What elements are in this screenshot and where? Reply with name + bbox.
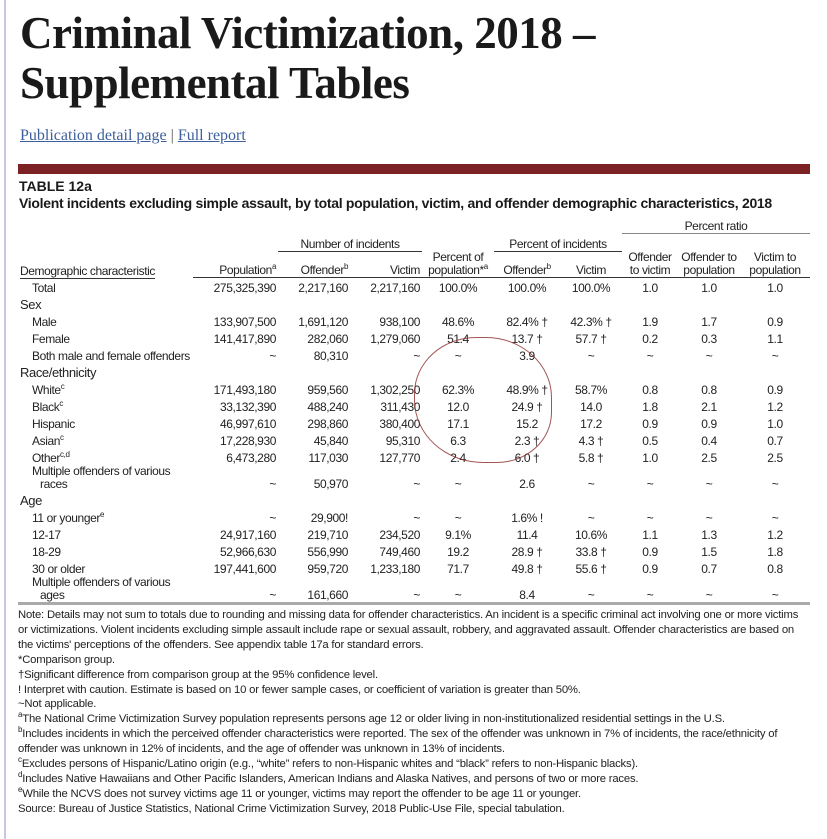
table-cell: 0.7 xyxy=(767,434,783,448)
table-cell: 11.4 xyxy=(516,528,538,542)
footnote-ref: c,d xyxy=(60,450,70,459)
table-cell: ~ xyxy=(705,477,713,491)
row-label: Black xyxy=(32,400,60,414)
table-cell: 1.2 xyxy=(767,400,783,414)
table-cell: 938,100 xyxy=(379,315,420,329)
header-pct-victim: Victim xyxy=(560,251,622,278)
note-text: While the NCVS does not survey victims age 11 or younger, victims may report the offender to be age 11 or younger. xyxy=(22,787,581,800)
row-label: Female xyxy=(32,332,70,346)
table-cell: 10.6% xyxy=(574,528,608,542)
footnote-ref: c xyxy=(59,399,63,408)
group-percent-incidents: Percent of incidents xyxy=(494,234,622,252)
table-cell: 219,710 xyxy=(307,528,348,542)
header-pct-offender: Offender xyxy=(503,263,547,277)
table-cell: 1.7 xyxy=(701,315,717,329)
group-percent-ratio: Percent ratio xyxy=(622,216,810,234)
table-cell: 749,460 xyxy=(379,545,420,559)
table-cell: 28.9 † xyxy=(511,545,543,559)
table-cell: 33.8 † xyxy=(575,545,607,559)
links-bar xyxy=(20,127,246,145)
table-row xyxy=(18,380,810,397)
table-cell: 29,900! xyxy=(310,511,348,525)
table-cell: 1.3 xyxy=(701,528,717,542)
row-label: White xyxy=(32,383,61,397)
table-cell: 17.2 xyxy=(580,417,602,431)
note-line xyxy=(18,653,810,668)
table-cell: 52,966,630 xyxy=(219,545,276,559)
table-cell: ~ xyxy=(269,349,276,363)
table-cell: 4.3 † xyxy=(578,434,604,448)
note-line xyxy=(18,757,810,772)
header-offender: Offender xyxy=(300,263,344,277)
table-cell: ~ xyxy=(705,511,713,525)
note-text: The National Crime Victimization Survey population represents persons age 12 or older living in non-institutionalized residential settings in the U.S. xyxy=(22,713,725,726)
table-cell: ~ xyxy=(413,477,420,491)
table-row xyxy=(18,346,810,363)
table-cell: ~ xyxy=(350,576,422,604)
table-cell: ~ xyxy=(705,349,713,363)
table-cell: 1,233,180 xyxy=(370,562,420,576)
table-cell: ~ xyxy=(454,511,462,525)
table-cell: 15.2 xyxy=(516,417,538,431)
table-cell: 197,441,600 xyxy=(213,562,276,576)
table-label: TABLE 12a xyxy=(19,178,92,194)
table-caption: Violent incidents excluding simple assault, by total population, victim, and offender demographic characteristics, 2018 xyxy=(19,195,772,211)
table-cell: 17,228,930 xyxy=(219,434,276,448)
table-cell: ~ xyxy=(422,576,494,604)
table-cell: ~ xyxy=(622,576,678,604)
header-population: Population xyxy=(219,263,272,277)
table-cell: ~ xyxy=(587,511,595,525)
table-cell: 0.9 xyxy=(767,383,783,397)
table-cell: 8.4 xyxy=(494,576,560,604)
header-demographic: Demographic characteristic xyxy=(20,263,155,278)
table-cell: 133,907,500 xyxy=(213,315,276,329)
table-cell: 82.4% † xyxy=(506,315,548,329)
table-cell: ~ xyxy=(771,511,779,525)
table-cell: 58.7% xyxy=(574,383,608,397)
row-label: 30 or older xyxy=(32,562,85,576)
section-header-row xyxy=(18,491,810,508)
note-line xyxy=(18,787,810,802)
table-cell: 0.9 xyxy=(642,417,658,431)
table-cell: 2.5 xyxy=(767,451,783,465)
table-cell: 71.7 xyxy=(447,562,469,576)
note-line xyxy=(18,712,810,727)
table-cell: 6.3 xyxy=(450,434,466,448)
table-cell: 2.6 xyxy=(519,477,535,491)
table-cell: 380,400 xyxy=(379,417,420,431)
footnote-ref: b xyxy=(343,262,348,271)
table-cell: 1.6% ! xyxy=(511,511,543,525)
table-cell: 1,279,060 xyxy=(370,332,420,346)
table-row xyxy=(18,414,810,431)
table-cell: 45,840 xyxy=(313,434,348,448)
table-cell: 161,660 xyxy=(278,576,350,604)
table-cell: 0.8 xyxy=(767,562,783,576)
table-cell: 57.7 † xyxy=(575,332,607,346)
page-border xyxy=(4,0,6,839)
table-cell: 80,310 xyxy=(313,349,348,363)
note-line xyxy=(18,727,810,757)
table-cell: 51.4 xyxy=(447,332,469,346)
table-cell: 24.9 † xyxy=(511,400,543,414)
table-cell: 1.0 xyxy=(767,417,783,431)
table-cell: 0.5 xyxy=(642,434,658,448)
table-cell: ~ xyxy=(560,576,622,604)
table-cell: 0.4 xyxy=(701,434,717,448)
table-cell: 282,060 xyxy=(307,332,348,346)
table-cell: 14.0 xyxy=(580,400,602,414)
table-cell: ~ xyxy=(269,477,276,491)
table-cell: ~ xyxy=(646,477,654,491)
table-row xyxy=(18,559,810,576)
table-cell: ~ xyxy=(646,349,654,363)
row-label: Male xyxy=(32,315,57,329)
section-header-row xyxy=(18,295,810,312)
footnote-ref: e xyxy=(99,510,105,519)
table-cell: ~ xyxy=(454,349,462,363)
table-cell: 49.8 † xyxy=(511,562,543,576)
note-line xyxy=(18,683,810,698)
table-cell: ~ xyxy=(678,576,740,604)
table-content xyxy=(18,216,810,817)
table-cell: 12.0 xyxy=(447,400,469,414)
note-text: *Comparison group. xyxy=(18,653,115,666)
table-cell: 5.8 † xyxy=(578,451,604,465)
note-line xyxy=(18,802,810,817)
table-cell: 2.3 † xyxy=(514,434,540,448)
table-cell: 959,560 xyxy=(307,383,348,397)
table-cell: 298,860 xyxy=(307,417,348,431)
footnote-marker: e xyxy=(18,785,23,795)
footnote-ref: c xyxy=(60,382,65,391)
table-cell: 100.0% xyxy=(438,281,478,295)
table-row xyxy=(18,508,810,525)
table-cell: 0.9 xyxy=(642,562,658,576)
table-row xyxy=(18,312,810,329)
table-cell: 141,417,890 xyxy=(213,332,276,346)
table-cell: 1.1 xyxy=(642,528,658,542)
table-cell: 100.0% xyxy=(507,281,547,295)
row-label: Race/ethnicity xyxy=(20,365,97,380)
row-label: Multiple offenders of various ages xyxy=(32,575,171,602)
row-label: Total xyxy=(32,281,56,295)
header-offender-to-victim: Offender to victim xyxy=(628,250,672,277)
table-cell: 2.5 xyxy=(701,451,717,465)
table-cell: 1.1 xyxy=(767,332,783,346)
data-table xyxy=(18,216,810,605)
table-cell: 488,240 xyxy=(307,400,348,414)
table-cell: 6,473,280 xyxy=(226,451,276,465)
table-notes xyxy=(18,608,810,817)
row-label: Age xyxy=(20,493,42,508)
table-cell: 42.3% † xyxy=(570,315,612,329)
header-percent-population: Percent of population* xyxy=(428,250,484,277)
table-cell: 959,720 xyxy=(307,562,348,576)
note-line xyxy=(18,697,810,712)
table-cell: 275,325,390 xyxy=(213,281,276,295)
table-cell: 1.0 xyxy=(701,281,717,295)
row-label: Hispanic xyxy=(32,417,75,431)
table-cell: 0.7 xyxy=(701,562,717,576)
table-row xyxy=(18,542,810,559)
table-cell: ~ xyxy=(587,477,595,491)
table-cell: ~ xyxy=(771,349,779,363)
publication-detail-link[interactable]: Publication detail page xyxy=(20,127,167,144)
note-line xyxy=(18,608,810,653)
table-cell: 0.9 xyxy=(701,417,717,431)
row-label: Asian xyxy=(32,434,61,448)
table-row xyxy=(18,465,810,491)
table-cell: ~ xyxy=(771,477,779,491)
header-rule xyxy=(18,164,810,174)
note-line xyxy=(18,772,810,787)
table-cell: 1.2 xyxy=(767,528,783,542)
table-cell: 24,917,160 xyxy=(219,528,276,542)
header-victim: Victim xyxy=(350,251,422,278)
table-cell: 2,217,160 xyxy=(298,281,348,295)
table-cell: 6.0 † xyxy=(514,451,540,465)
row-label: 11 or younger xyxy=(32,511,100,525)
table-cell: 1.0 xyxy=(642,281,658,295)
header-victim-to-population: Victim to population xyxy=(749,250,801,277)
table-cell: ~ xyxy=(193,576,278,604)
table-row xyxy=(18,448,810,465)
table-row xyxy=(18,576,810,604)
row-label: 12-17 xyxy=(32,528,61,542)
footnote-marker: c xyxy=(18,755,22,765)
page-title: Criminal Victimization, 2018 – Supplemental Tables xyxy=(20,8,595,108)
table-cell: ~ xyxy=(587,349,595,363)
note-text: Includes Native Hawaiians and Other Pacific Islanders, American Indians and Alaska Natives, and persons of two or more races. xyxy=(22,772,639,785)
table-cell: 556,990 xyxy=(307,545,348,559)
note-text: Source: Bureau of Justice Statistics, National Crime Victimization Survey, 2018 Public-Use File, special tabulation. xyxy=(18,802,565,815)
table-cell: ~ xyxy=(413,511,420,525)
note-text: Note: Details may not sum to totals due to rounding and missing data for offender characteristics. An incident is a specific criminal act involving one or more victims or victimizations. Violent incidents excluding simple assault include rape or sexual assault, robbery, and aggravated assault. Offender characteristics are based on the victims' perceptions of the offenders. See appendix table 17a for standard errors. xyxy=(18,609,799,651)
table-cell: 1.8 xyxy=(642,400,658,414)
table-cell: 0.8 xyxy=(642,383,658,397)
table-cell: 13.7 † xyxy=(511,332,543,346)
table-cell: 1.0 xyxy=(767,281,783,295)
table-cell: 1,691,120 xyxy=(298,315,348,329)
note-text: ~Not applicable. xyxy=(18,698,97,711)
table-cell: 1.5 xyxy=(701,545,717,559)
table-cell: 9.1% xyxy=(445,528,471,542)
table-cell: 19.2 xyxy=(447,545,469,559)
table-cell: 1.9 xyxy=(642,315,658,329)
table-cell: 48.6% xyxy=(441,315,475,329)
section-header-row xyxy=(18,363,810,380)
table-cell: ~ xyxy=(454,477,462,491)
footnote-marker: a xyxy=(18,710,23,720)
table-cell: 171,493,180 xyxy=(213,383,276,397)
row-label: Sex xyxy=(20,297,42,312)
table-cell: 62.3% xyxy=(441,383,475,397)
footnote-ref: a xyxy=(271,262,276,271)
table-cell: 0.3 xyxy=(701,332,717,346)
table-row xyxy=(18,278,810,296)
header-offender-to-population: Offender to population xyxy=(681,250,737,277)
table-cell: ~ xyxy=(740,576,810,604)
row-label: Multiple offenders of various races xyxy=(32,464,171,491)
table-cell: 0.8 xyxy=(701,383,717,397)
table-cell: 1.8 xyxy=(767,545,783,559)
table-cell: 0.2 xyxy=(642,332,658,346)
group-number-incidents: Number of incidents xyxy=(278,234,422,252)
footnote-ref: c xyxy=(60,433,64,442)
table-row xyxy=(18,431,810,448)
table-cell: 3.9 xyxy=(519,349,535,363)
table-cell: 50,970 xyxy=(313,477,348,491)
row-label: Other xyxy=(32,451,61,465)
table-cell: 234,520 xyxy=(379,528,420,542)
table-cell: ~ xyxy=(646,511,654,525)
table-cell: 17.1 xyxy=(447,417,469,431)
note-text: Includes incidents in which the perceived offender characteristics were reported. The sex of the offender was unknown in 7% of incidents, the race/ethnicity of offender was unknown in 12% of incidents, and the age of offender was unknown in 13% of incidents. xyxy=(18,728,778,756)
table-row xyxy=(18,525,810,542)
table-cell: 100.0% xyxy=(571,281,611,295)
table-cell: 1.0 xyxy=(642,451,658,465)
table-cell: 2,217,160 xyxy=(370,281,420,295)
table-cell: 2.1 xyxy=(701,400,717,414)
table-cell: 311,430 xyxy=(380,400,420,414)
footnote-ref: b xyxy=(546,262,551,271)
table-cell: ~ xyxy=(269,511,276,525)
table-row xyxy=(18,397,810,414)
table-cell: ~ xyxy=(413,349,420,363)
link-separator: | xyxy=(170,127,174,144)
table-cell: 33,132,390 xyxy=(219,400,276,414)
footnote-ref: a xyxy=(483,262,488,271)
note-text: Excludes persons of Hispanic/Latino origin (e.g., “white” refers to non-Hispanic whites and “black” refers to non-Hispanic blacks). xyxy=(21,758,638,771)
table-cell: 95,310 xyxy=(385,434,420,448)
table-cell: 0.9 xyxy=(642,545,658,559)
footnote-marker: b xyxy=(18,725,23,735)
note-line xyxy=(18,668,810,683)
table-row xyxy=(18,329,810,346)
row-label: 18-29 xyxy=(32,545,61,559)
table-cell: 55.6 † xyxy=(575,562,607,576)
table-cell: 127,770 xyxy=(379,451,420,465)
table-cell: 2.4 xyxy=(450,451,466,465)
full-report-link[interactable]: Full report xyxy=(177,127,246,144)
table-cell: 48.9% † xyxy=(506,383,548,397)
table-cell: 46,997,610 xyxy=(219,417,276,431)
note-text: †Significant difference from comparison group at the 95% confidence level. xyxy=(18,668,378,681)
footnote-marker: d xyxy=(18,770,23,780)
table-cell: 0.9 xyxy=(767,315,783,329)
note-text: ! Interpret with caution. Estimate is based on 10 or fewer sample cases, or coefficient of variation is greater than 50%. xyxy=(18,683,581,696)
table-cell: 1,302,250 xyxy=(370,383,420,397)
row-label: Both male and female offenders xyxy=(32,349,190,363)
table-cell: 117,030 xyxy=(308,451,348,465)
